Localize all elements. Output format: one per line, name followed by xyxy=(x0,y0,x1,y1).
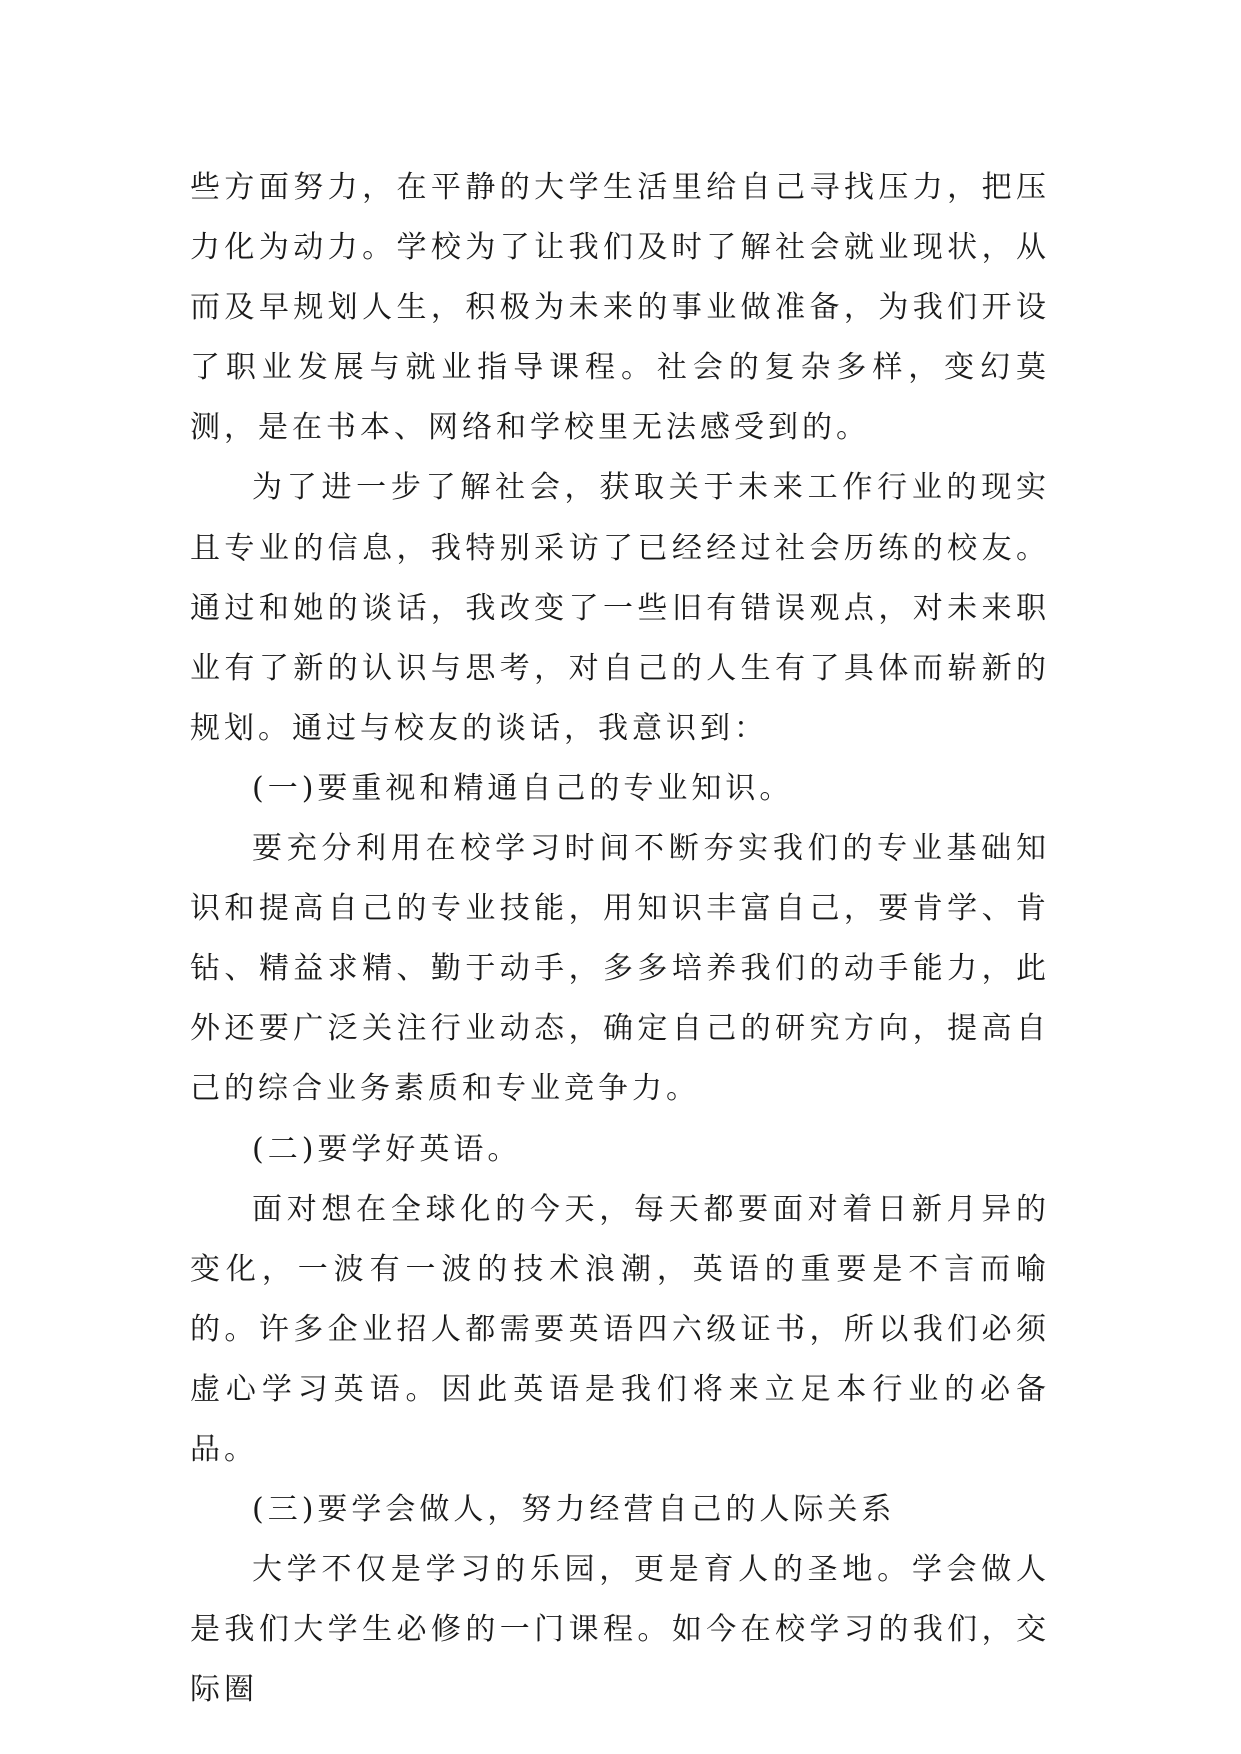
document-body xyxy=(190,158,1050,1720)
paragraph: 大学不仅是学习的乐园，更是育人的圣地。学会做人是我们大学生必修的一门课程。如今在校学习的我们，交际圈 xyxy=(190,1552,1050,1708)
paragraph: 些方面努力，在平静的大学生活里给自己寻找压力，把压力化为动力。学校为了让我们及时了解社会就业现状，从而及早规划人生，积极为未来的事业做准备，为我们开设了职业发展与就业指导课程。社会的复杂多样，变幻莫测，是在书本、网络和学校里无法感受到的。 xyxy=(190,170,1050,446)
paragraph: 要充分利用在校学习时间不断夯实我们的专业基础知识和提高自己的专业技能，用知识丰富自己，要肯学、肯钻、精益求精、勤于动手，多多培养我们的动手能力，此外还要广泛关注行业动态，确定自己的研究方向，提高自己的综合业务素质和专业竞争力。 xyxy=(190,831,1050,1107)
section-heading: (三)要学会做人，努力经营自己的人际关系 xyxy=(252,1492,896,1528)
section-heading: (一)要重视和精通自己的专业知识。 xyxy=(252,770,794,806)
paragraph: 为了进一步了解社会，获取关于未来工作行业的现实且专业的信息，我特别采访了已经经过社会历练的校友。通过和她的谈话，我改变了一些旧有错误观点，对未来职业有了新的认识与思考，对自己的人生有了具体而崭新的规划。通过与校友的谈话，我意识到： xyxy=(190,470,1050,746)
section-heading: (二)要学好英语。 xyxy=(252,1131,522,1167)
paragraph: 面对想在全球化的今天，每天都要面对着日新月异的变化，一波有一波的技术浪潮，英语的重要是不言而喻的。许多企业招人都需要英语四六级证书，所以我们必须虚心学习英语。因此英语是我们将来立足本行业的必备品。 xyxy=(190,1191,1050,1467)
